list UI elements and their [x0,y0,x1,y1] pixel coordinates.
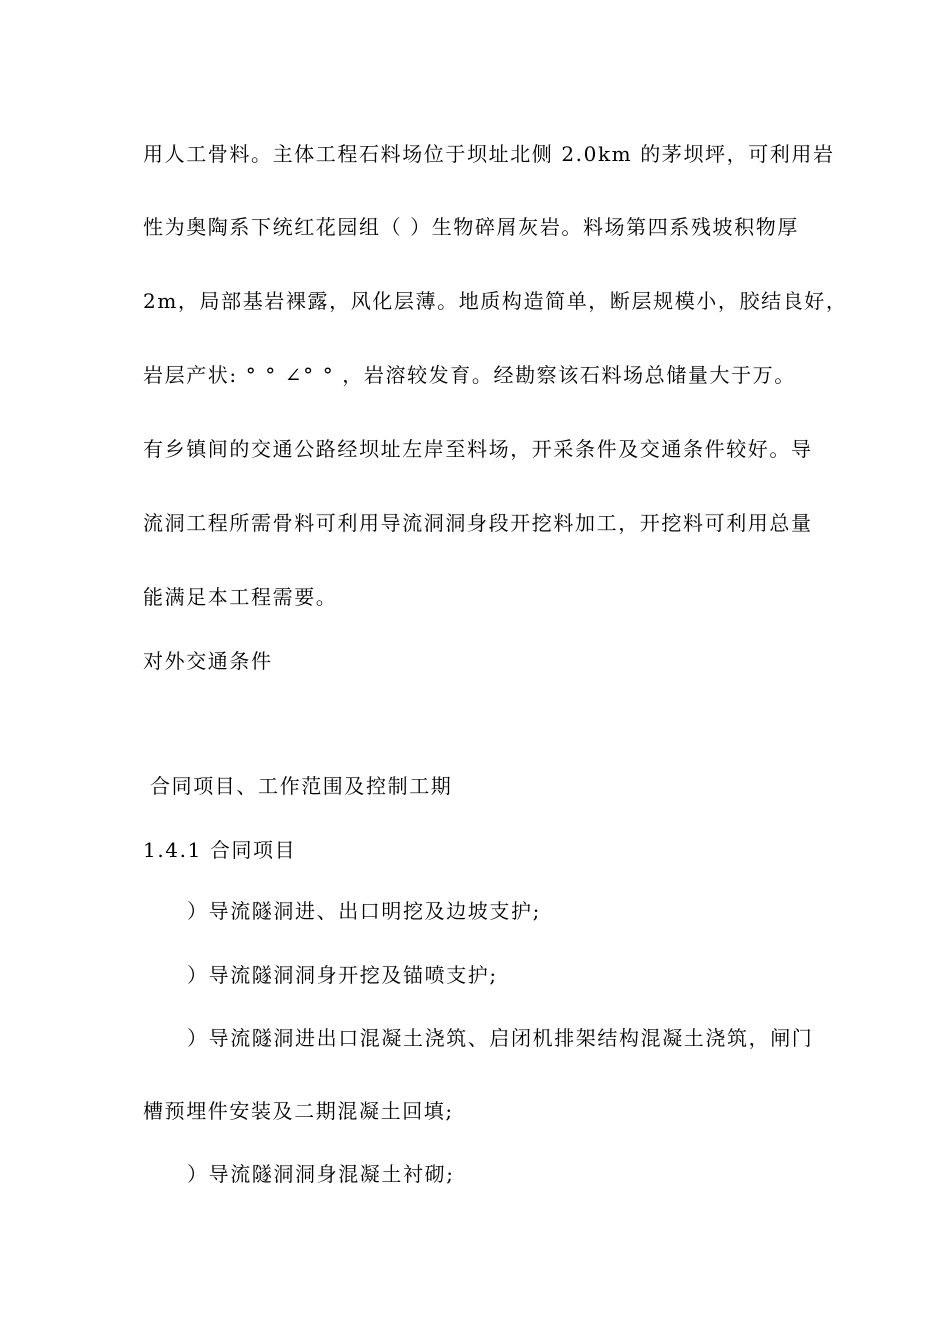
section-title-contract: 合同项目、工作范围及控制工期 [150,774,453,798]
paragraph-line-4: 岩层产状: ° ° ∠° ° ，岩溶较发育。经勘察该石料场总储量大于万。 [143,363,796,387]
paragraph-line-1: 用人工骨料。主体工程石料场位于坝址北侧 2.0km 的茅坝坪，可利用岩 [143,142,835,166]
list-item-1: ）导流隧洞进、出口明挖及边坡支护; [187,899,541,923]
list-item-2: ）导流隧洞洞身开挖及锚喷支护; [187,963,498,987]
subsection-title-external-traffic: 对外交通条件 [143,649,273,673]
paragraph-line-5: 有乡镇间的交通公路经坝址左岸至料场，开采条件及交通条件较好。导 [143,437,813,461]
subsection-title-1-4-1: 1.4.1 合同项目 [143,838,297,862]
paragraph-line-7: 能满足本工程需要。 [143,585,338,609]
list-item-4: ）导流隧洞洞身混凝土衬砌; [187,1162,455,1186]
list-item-3-continuation: 槽预埋件安装及二期混凝土回填; [143,1099,454,1123]
list-item-3: ）导流隧洞进出口混凝土浇筑、启闭机排架结构混凝土浇筑，闸门 [187,1026,814,1050]
paragraph-line-2: 性为奥陶系下统红花园组（ ）生物碎屑灰岩。料场第四系残坡积物厚 [143,215,799,239]
paragraph-line-3: 2m，局部基岩裸露，风化层薄。地质构造简单，断层规模小，胶结良好， [143,289,848,313]
paragraph-line-6: 流洞工程所需骨料可利用导流洞洞身段开挖料加工，开挖料可利用总量 [143,511,813,535]
